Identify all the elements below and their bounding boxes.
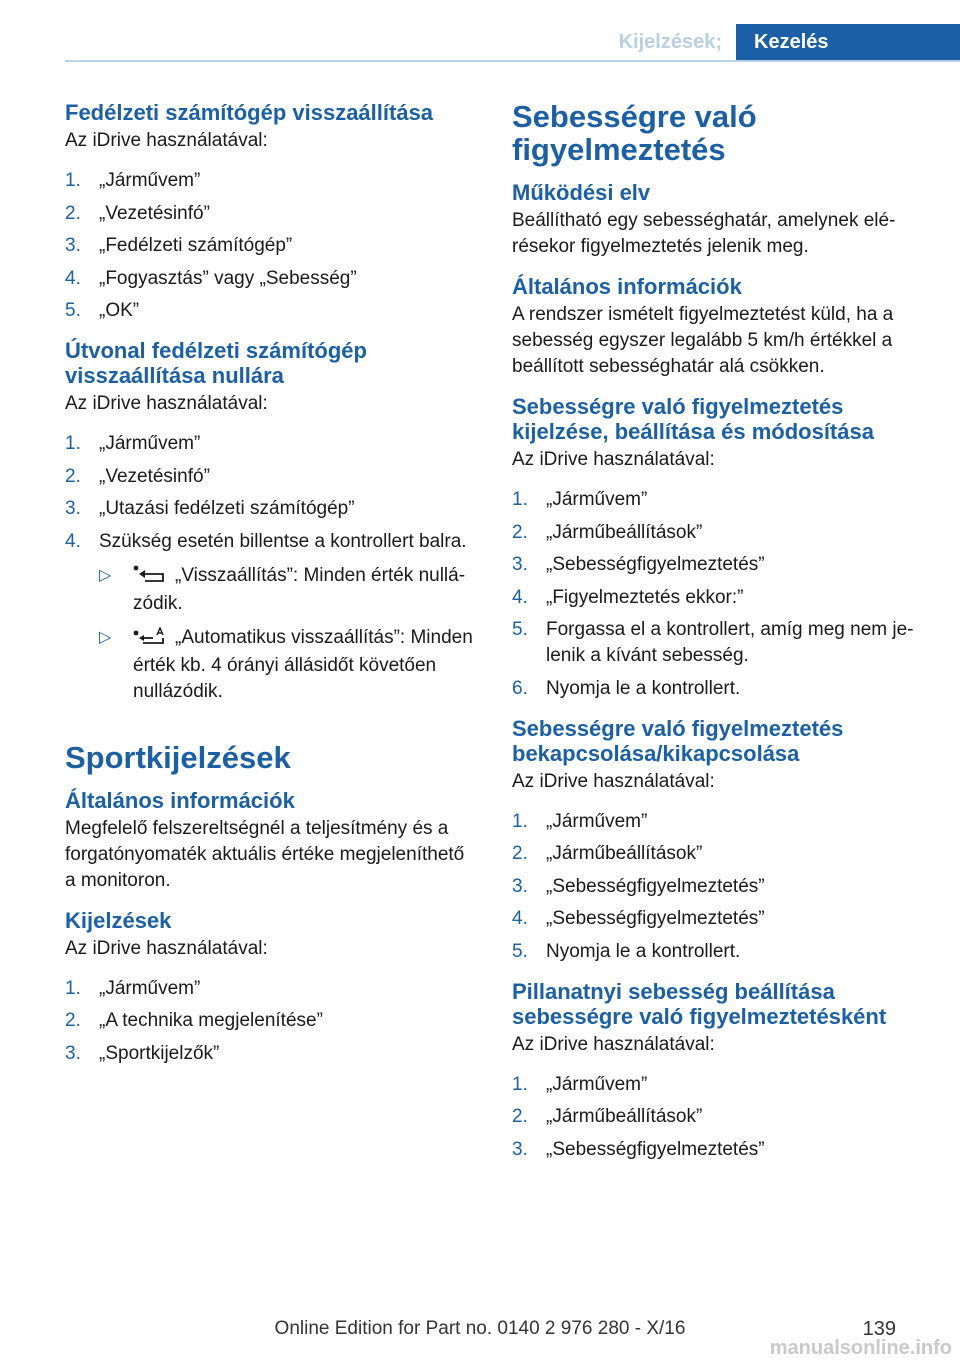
intro-text: Az iDrive használatával: (65, 937, 268, 959)
heading-general-info: Általános információk (65, 787, 295, 813)
heading-general-info: Általános információk (512, 274, 742, 299)
list-item: 1. „Járművem” (512, 1073, 648, 1095)
sub-option-reset: ▷ „Visszaállítás”: Minden érték nullázódik. (99, 564, 466, 614)
list-item: 5. Nyomja le a kontrollert. (512, 940, 741, 962)
steps-list-sport (65, 976, 475, 1067)
list-item: 2. „Járműbeállítások” (512, 1106, 703, 1127)
list-item: 4. Szükség esetén billentse a kontrollert balra. ▷ „Visszaállítás”: Minden érték nullázódik. ▷ „Automatikus visszaállítás”: Minden érték kb. 4 órányi állásidőt követően nullázódik. (65, 529, 475, 705)
page-header (65, 24, 960, 62)
list-item: 1. „Járművem” (512, 489, 648, 510)
page-number: 139 (862, 1318, 896, 1340)
heading-current-speed: Pillanatnyi sebesség beállítása sebességre való figyelmeztetésként (512, 978, 887, 1029)
intro-text: Az iDrive használatával: (65, 393, 268, 414)
list-item: 5. Forgassa el a kontrollert, amíg meg nem jelenik a kívánt sebesség. (512, 619, 914, 666)
list-item: 3. „Sportkijelzők” (65, 1042, 220, 1064)
body-text: A rendszer ismételt figyelmeztetést küld, ha a sebesség egyszer legalább 5 km/h értékkel a beállított sebességhatár alá csökken. (512, 304, 894, 377)
list-item: 3. „Sebességfigyelmeztetés” (512, 875, 765, 897)
intro-text: Az iDrive használatával: (65, 130, 268, 151)
list-item: 2. „A technika megjelenítése” (65, 1010, 323, 1031)
list-item: 6. Nyomja le a kontrollert. (512, 677, 741, 699)
list-item: 1. „Járművem” (65, 170, 201, 191)
header-section: Kijelzések; (618, 31, 722, 53)
intro-text: Az iDrive használatával: (512, 1033, 715, 1055)
steps-list-set-warning (512, 487, 932, 702)
list-item: 1. „Járművem” (65, 433, 201, 454)
header-rule (65, 60, 960, 62)
heading-principle: Működési elv (512, 180, 651, 205)
right-column (512, 100, 932, 1177)
heading-reset-trip: Útvonal fedélzeti számítógép visszaállítása nullára (65, 338, 367, 388)
steps-list-reset-trip (65, 431, 475, 705)
intro-text: Az iDrive használatával: (512, 770, 715, 792)
list-item: 1. „Járművem” (512, 810, 648, 832)
list-item: 2. „Vezetésinfó” (65, 202, 210, 224)
auto-reset-icon (133, 627, 169, 653)
watermark: manualsonline.info (769, 1337, 952, 1359)
list-item: 2. „Járműbeállítások” (512, 843, 703, 864)
triangle-bullet-icon: ▷ (99, 566, 112, 584)
sub-options-list (99, 563, 475, 705)
list-item: 4. „Fogyasztás” vagy „Sebesség” (65, 267, 357, 289)
sub-option-auto-reset: ▷ „Automatikus visszaállítás”: Minden érték kb. 4 órányi állásidőt követően nullázódik. (99, 626, 473, 702)
steps-list-reset-computer (65, 168, 475, 324)
list-item: 3. „Fedélzeti számítógép” (65, 235, 293, 256)
triangle-bullet-icon: ▷ (99, 628, 112, 646)
heading-reset-computer: Fedélzeti számítógép visszaállítása (65, 100, 434, 125)
list-item: 3. „Utazási fedélzeti számítógép” (65, 498, 355, 519)
list-item: 4. „Figyelmeztetés ekkor:” (512, 586, 744, 608)
list-item: 3. „Sebességfigyelmeztetés” (512, 554, 765, 575)
heading-on-off: Sebességre való figyelmeztetés bekapcsolása/kikapcsolása (512, 715, 844, 766)
list-item: 5. „OK” (65, 300, 140, 321)
body-text: Beállítható egy sebességhatár, amelynek elérésekor figyelmeztetés jelenik meg. (512, 210, 896, 257)
body-text: Megfelelő felszereltségnél a teljesítmény és a forgatónyomaték aktuális értéke megjeleníthető a monitoron. (65, 817, 465, 891)
steps-list-current-speed (512, 1072, 932, 1163)
left-column (65, 100, 475, 1081)
heading-display-set-change: Sebességre való figyelmeztetés kijelzése, beállítása és módosítása (512, 394, 874, 444)
list-item: 1. „Járművem” (65, 977, 201, 999)
list-item: 2. „Vezetésinfó” (65, 465, 210, 487)
heading-speed-warning: Sebességre való figyelmeztetés (512, 99, 757, 167)
header-tab-kezeles: Kezelés (736, 24, 960, 62)
reset-icon (133, 565, 169, 591)
steps-list-on-off (512, 809, 932, 965)
heading-sport-displays: Sportkijelzések (65, 739, 291, 775)
list-item: 4. „Sebességfigyelmeztetés” (512, 908, 765, 929)
list-item: 2. „Járműbeállítások” (512, 521, 703, 543)
footer-edition: Online Edition for Part no. 0140 2 976 280 - X/16 (274, 1318, 686, 1339)
heading-displays: Kijelzések (65, 907, 172, 933)
intro-text: Az iDrive használatával: (512, 449, 715, 470)
list-item: 3. „Sebességfigyelmeztetés” (512, 1138, 765, 1160)
